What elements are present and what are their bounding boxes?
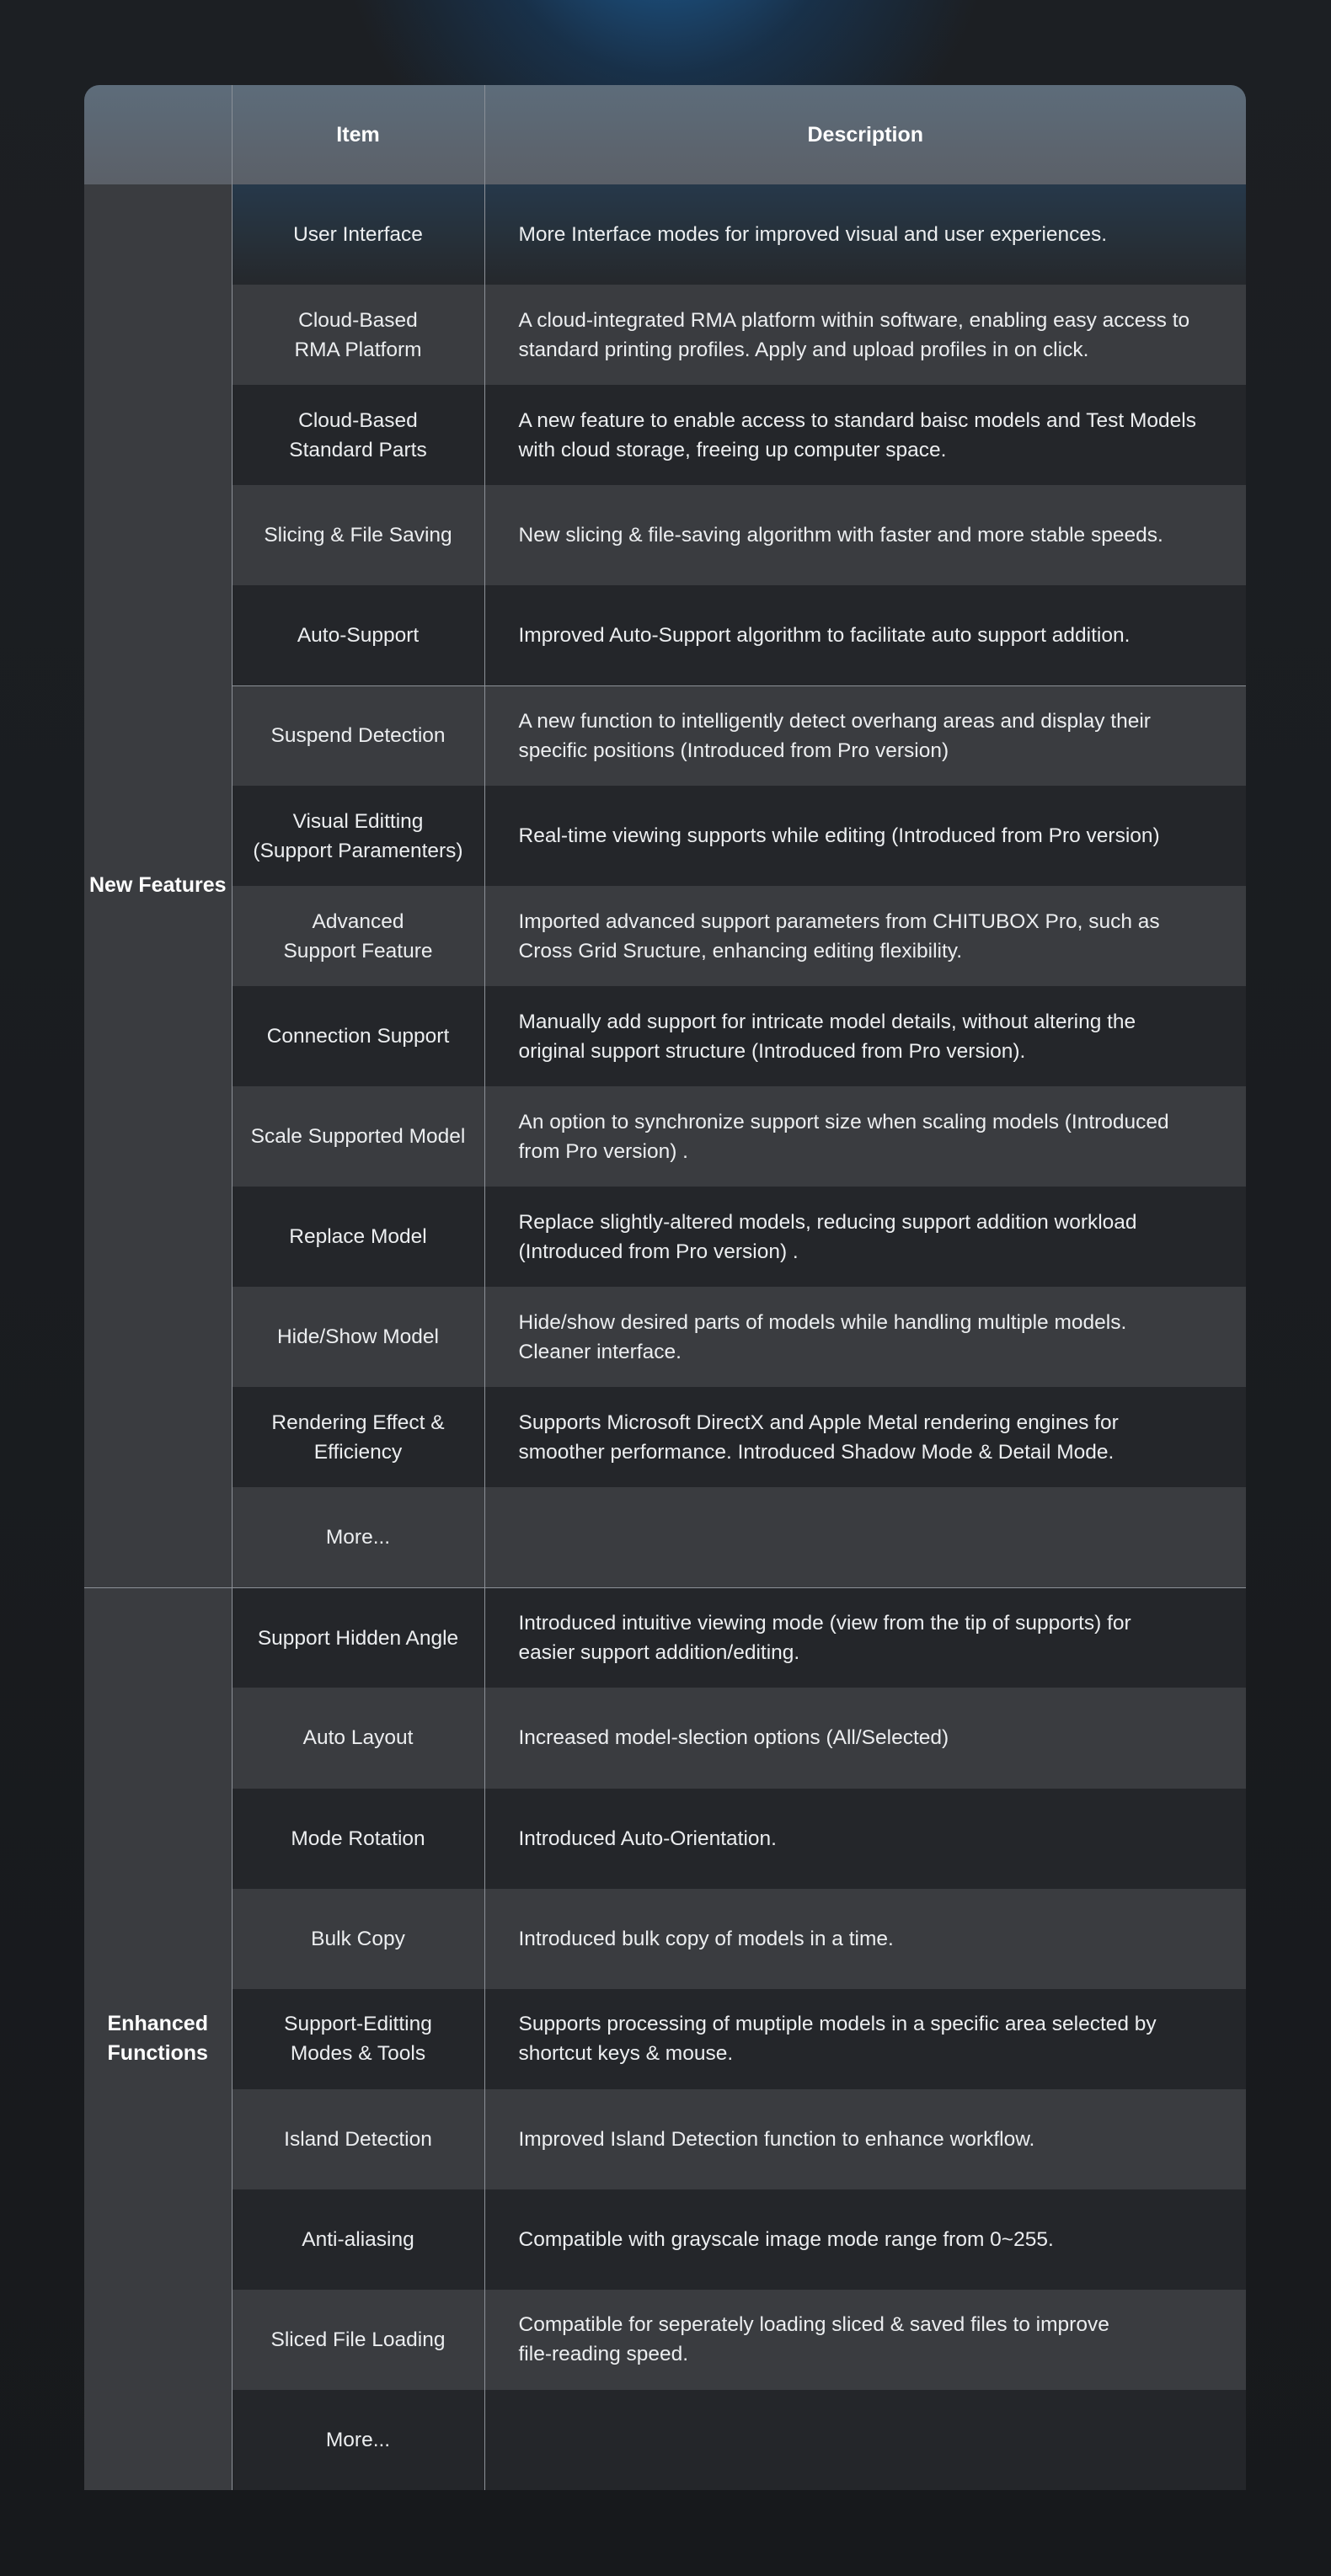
description-cell — [484, 886, 1246, 986]
category-cell — [84, 1587, 232, 2490]
item-label: User Interface — [293, 223, 423, 247]
header-description: Description — [484, 85, 1246, 184]
item-label: Modes & Tools — [290, 2042, 426, 2066]
description-text: A cloud-integrated RMA platform within software, enabling easy access to — [518, 308, 1190, 332]
description-cell — [484, 1587, 1246, 1688]
description-text: from Pro version) . — [518, 1139, 688, 1163]
item-cell — [232, 786, 484, 886]
description-text: (Introduced from Pro version) . — [518, 1240, 799, 1263]
description-text: Replace slightly-altered models, reducing support addition workload — [518, 1210, 1137, 1234]
item-label: Support Hidden Angle — [257, 1626, 459, 1650]
item-cell — [232, 1587, 484, 1688]
item-label: Visual Editting — [292, 809, 424, 833]
item-cell — [232, 685, 484, 786]
table-row — [84, 2189, 1246, 2290]
description-text: Increased model-slection options (All/Selected) — [518, 1726, 949, 1750]
description-cell — [484, 1487, 1246, 1587]
table-row — [84, 886, 1246, 986]
table-row — [84, 385, 1246, 485]
item-label: Slicing & File Saving — [264, 524, 452, 547]
table-row — [84, 184, 1246, 285]
category-label: Functions — [107, 2041, 208, 2066]
item-label: Standard Parts — [289, 438, 427, 461]
table-row — [84, 1086, 1246, 1187]
item-cell — [232, 1086, 484, 1187]
item-cell — [232, 1487, 484, 1587]
description-cell — [484, 986, 1246, 1086]
description-text: Real-time viewing supports while editing (Introduced from Pro version) — [518, 824, 1160, 848]
description-cell — [484, 2189, 1246, 2290]
description-text: More Interface modes for improved visual and user experiences. — [518, 223, 1108, 247]
table-row — [84, 1889, 1246, 1989]
description-text: Manually add support for intricate model details, without altering the — [518, 1010, 1136, 1033]
item-cell — [232, 485, 484, 585]
description-text: smoother performance. Introduced Shadow Mode & Detail Mode. — [518, 1440, 1115, 1464]
description-text: Supports processing of muptiple models in a specific area selected by — [518, 2013, 1157, 2036]
item-cell — [232, 2390, 484, 2490]
feature-comparison-table-container — [84, 85, 1246, 2490]
item-label: (Support Paramenters) — [253, 839, 463, 862]
header-row — [84, 85, 1246, 184]
item-cell — [232, 2290, 484, 2390]
item-cell — [232, 1989, 484, 2089]
item-label: Efficiency — [313, 1440, 403, 1464]
description-text: standard printing profiles. Apply and upload profiles in on click. — [518, 338, 1089, 361]
table-row — [84, 485, 1246, 585]
description-text: easier support addition/editing. — [518, 1641, 800, 1665]
description-text: shortcut keys & mouse. — [518, 2042, 734, 2066]
item-label: Auto-Support — [297, 623, 420, 647]
table-row — [84, 1387, 1246, 1487]
item-cell — [232, 1889, 484, 1989]
description-cell — [484, 685, 1246, 786]
description-cell — [484, 1086, 1246, 1187]
description-text: New slicing & file-saving algorithm with faster and more stable speeds. — [518, 524, 1163, 547]
description-cell — [484, 1187, 1246, 1287]
item-cell — [232, 184, 484, 285]
description-text: Introduced Auto-Orientation. — [518, 1827, 777, 1850]
category-cell — [84, 184, 232, 1587]
description-text: Improved Island Detection function to enhance workflow. — [518, 2127, 1035, 2151]
description-text: Compatible for seperately loading sliced & saved files to improve — [518, 2313, 1109, 2337]
header-category-cell — [84, 85, 232, 184]
description-text: original support structure (Introduced from Pro version). — [518, 1039, 1026, 1063]
item-cell — [232, 1287, 484, 1387]
category-label: New Features — [88, 873, 227, 898]
description-text: Introduced bulk copy of models in a time. — [518, 1927, 894, 1950]
item-cell — [232, 1688, 484, 1788]
table-row — [84, 986, 1246, 1086]
description-cell — [484, 1789, 1246, 1889]
table-row — [84, 1989, 1246, 2089]
table-row — [84, 585, 1246, 685]
table-row — [84, 2089, 1246, 2189]
description-text: Cleaner interface. — [518, 1340, 682, 1363]
item-label: Cloud-Based — [298, 408, 418, 432]
description-text: with cloud storage, freeing up computer space. — [518, 438, 947, 461]
item-label: Connection Support — [266, 1025, 450, 1048]
table-body — [84, 184, 1246, 2490]
item-cell — [232, 285, 484, 385]
description-cell — [484, 585, 1246, 685]
description-text: file-reading speed. — [518, 2343, 689, 2366]
description-cell — [484, 1387, 1246, 1487]
table-header — [84, 85, 1246, 184]
description-cell — [484, 786, 1246, 886]
table-row — [84, 1688, 1246, 1788]
table-row — [84, 1789, 1246, 1889]
table-row — [84, 1187, 1246, 1287]
item-cell — [232, 385, 484, 485]
table-row — [84, 2390, 1246, 2490]
table-row — [84, 1287, 1246, 1387]
table-row — [84, 1487, 1246, 1587]
item-cell — [232, 2189, 484, 2290]
description-cell — [484, 385, 1246, 485]
description-text: Improved Auto-Support algorithm to facilitate auto support addition. — [518, 623, 1131, 647]
description-text: An option to synchronize support size when scaling models (Introduced — [518, 1110, 1169, 1133]
header-item: Item — [232, 85, 484, 184]
item-cell — [232, 1187, 484, 1287]
description-cell — [484, 285, 1246, 385]
table-row — [84, 685, 1246, 786]
table-row — [84, 2290, 1246, 2390]
item-label: Rendering Effect & — [271, 1411, 445, 1434]
item-label: Auto Layout — [302, 1726, 414, 1750]
item-label: Sliced File Loading — [270, 2328, 446, 2351]
item-label: Support-Editting — [284, 2013, 432, 2036]
table-row — [84, 786, 1246, 886]
item-cell — [232, 886, 484, 986]
description-cell — [484, 485, 1246, 585]
description-cell — [484, 1889, 1246, 1989]
item-label: Replace Model — [289, 1225, 427, 1249]
category-label: Enhanced — [107, 2012, 208, 2036]
description-text: Imported advanced support parameters from CHITUBOX Pro, such as — [518, 909, 1160, 933]
item-label: More... — [325, 2428, 391, 2451]
item-label: Advanced — [312, 909, 404, 933]
item-cell — [232, 585, 484, 685]
description-text: Hide/show desired parts of models while handling multiple models. — [518, 1310, 1127, 1334]
description-cell — [484, 184, 1246, 285]
description-cell — [484, 1287, 1246, 1387]
item-label: Mode Rotation — [291, 1827, 425, 1850]
item-cell — [232, 1387, 484, 1487]
description-cell — [484, 2390, 1246, 2490]
description-text: Cross Grid Sructure, enhancing editing flexibility. — [518, 939, 963, 963]
description-text: Introduced intuitive viewing mode (view from the tip of supports) for — [518, 1612, 1131, 1635]
description-text: specific positions (Introduced from Pro version) — [518, 739, 949, 762]
item-cell — [232, 2089, 484, 2189]
table-row — [84, 1587, 1246, 1688]
feature-comparison-table — [84, 85, 1246, 2490]
item-label: RMA Platform — [294, 338, 422, 361]
description-text: A new function to intelligently detect overhang areas and display their — [518, 709, 1151, 733]
item-label: More... — [325, 1526, 391, 1549]
item-label: Cloud-Based — [298, 308, 418, 332]
item-label: Hide/Show Model — [276, 1325, 440, 1349]
table-row — [84, 285, 1246, 385]
item-cell — [232, 1789, 484, 1889]
item-cell — [232, 986, 484, 1086]
item-label: Suspend Detection — [270, 724, 446, 748]
item-label: Scale Supported Model — [250, 1125, 466, 1149]
description-cell — [484, 1989, 1246, 2089]
description-cell — [484, 2089, 1246, 2189]
item-label: Island Detection — [284, 2127, 432, 2151]
description-cell — [484, 1688, 1246, 1788]
item-label: Support Feature — [283, 939, 433, 963]
description-text: Compatible with grayscale image mode range from 0~255. — [518, 2227, 1054, 2251]
item-label: Anti-aliasing — [302, 2227, 414, 2251]
description-text: A new feature to enable access to standard baisc models and Test Models — [518, 408, 1196, 432]
item-label: Bulk Copy — [311, 1927, 405, 1950]
description-cell — [484, 2290, 1246, 2390]
description-text: Supports Microsoft DirectX and Apple Metal rendering engines for — [518, 1411, 1119, 1434]
